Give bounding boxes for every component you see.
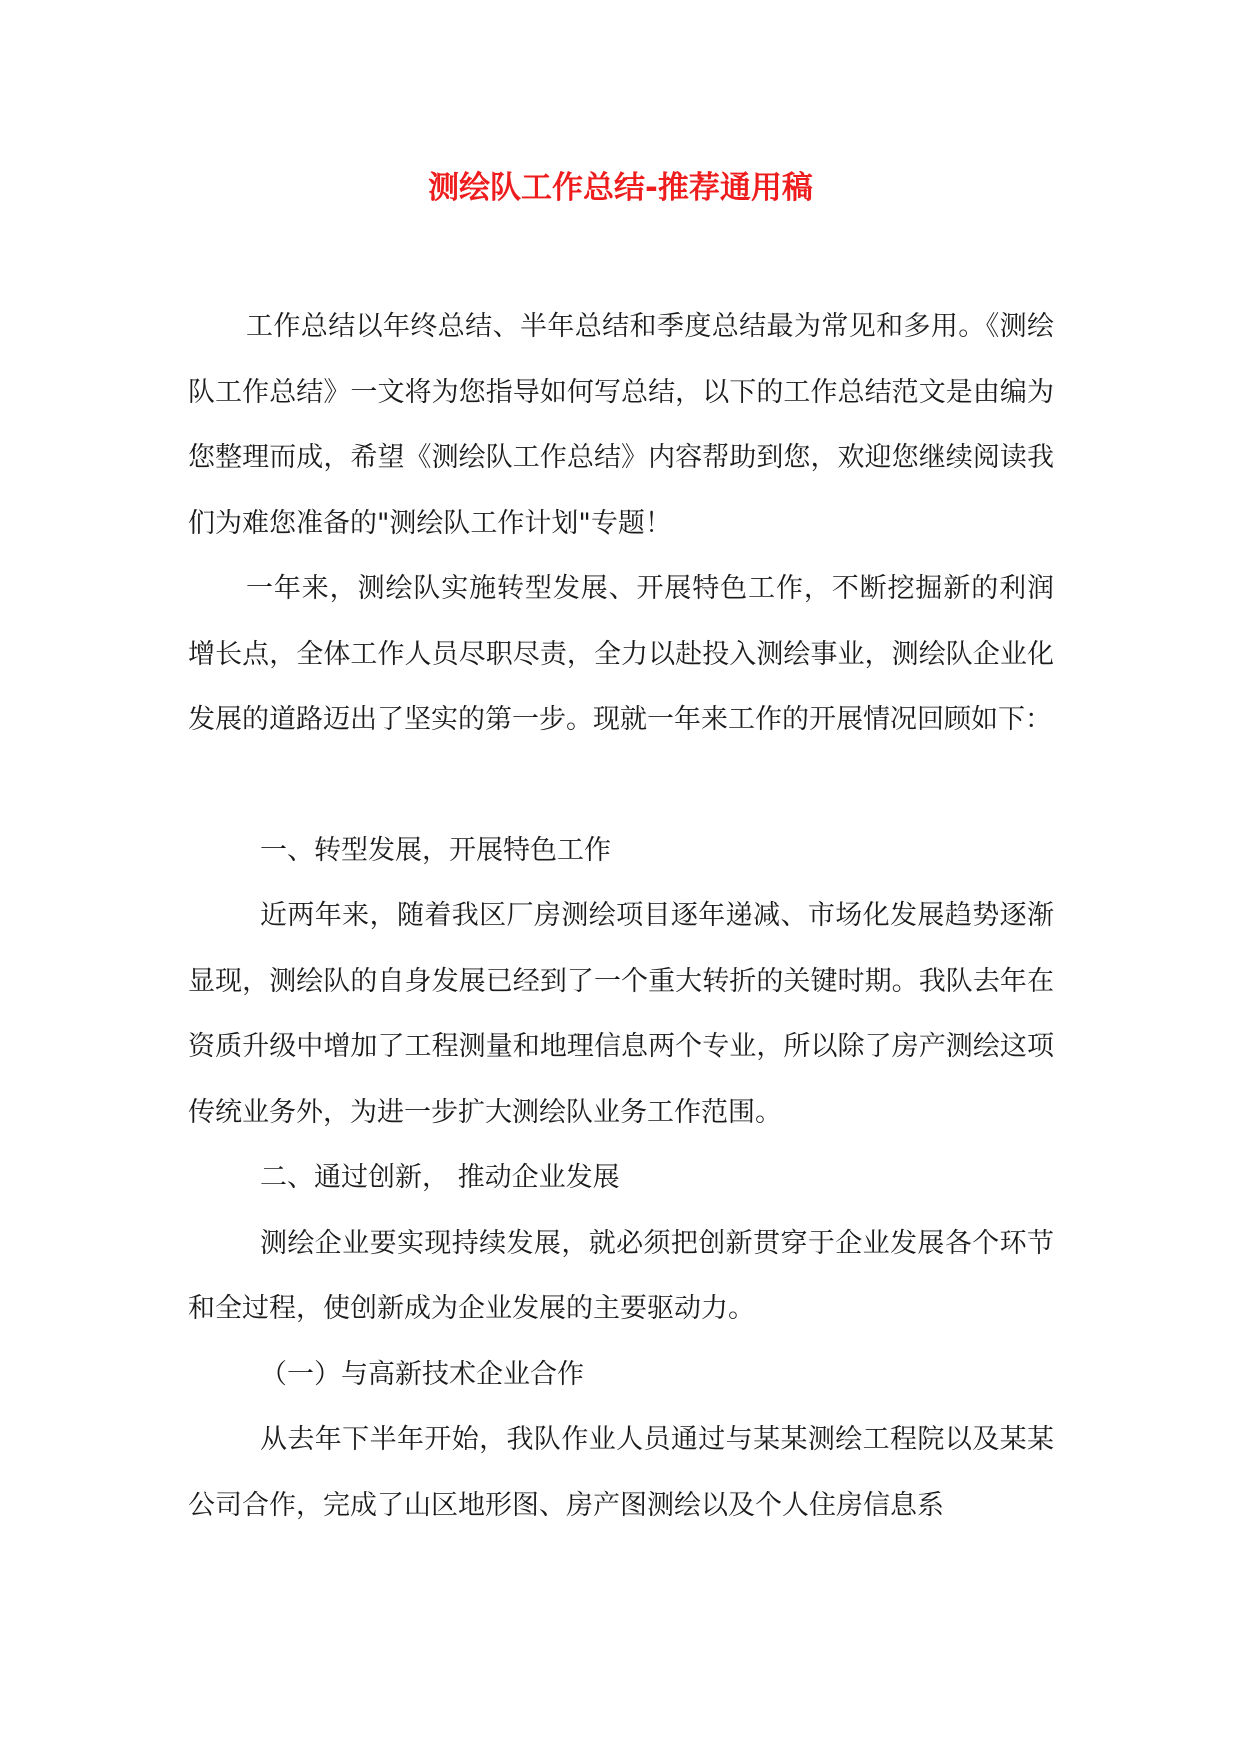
paragraph-section-1: 近两年来，随着我区厂房测绘项目逐年递减、市场化发展趋势逐渐显现，测绘队的自身发展已经到了一个重大转折的关键时期。我队去年在资质升级中增加了工程测量和地理信息两个专业，所以除了房产测绘这项传统业务外，为进一步扩大测绘队业务工作范围。 (188, 900, 1054, 1128)
paragraph-overview: 一年来，测绘队实施转型发展、开展特色工作，不断挖掘新的利润增长点，全体工作人员尽职尽责，全力以赴投入测绘事业，测绘队企业化发展的道路迈出了坚实的第一步。现就一年来工作的开展情况回顾如下： (188, 573, 1054, 735)
paragraph-subsection-1: 从去年下半年开始，我队作业人员通过与某某测绘工程院以及某某公司合作，完成了山区地形图、房产图测绘以及个人住房信息系 (188, 1424, 1054, 1521)
document-body (188, 294, 1054, 1538)
section-heading-1: 一、转型发展，开展特色工作 (260, 834, 611, 866)
paragraph-spacer (188, 753, 1054, 818)
paragraph-intro: 工作总结以年终总结、半年总结和季度总结最为常见和多用。《测绘队工作总结》一文将为您指导如何写总结，以下的工作总结范文是由编为您整理而成，希望《测绘队工作总结》内容帮助到您，欢迎您继续阅读我们为难您准备的"测绘队工作计划"专题！ (188, 311, 1054, 539)
document-title: 测绘队工作总结-推荐通用稿 (428, 170, 813, 206)
paragraph-section-2: 测绘企业要实现持续发展，就必须把创新贯穿于企业发展各个环节和全过程，使创新成为企业发展的主要驱动力。 (188, 1227, 1054, 1324)
section-heading-2: 二、通过创新， 推动企业发展 (260, 1162, 620, 1193)
subsection-heading-1: （一）与高新技术企业合作 (260, 1358, 584, 1390)
